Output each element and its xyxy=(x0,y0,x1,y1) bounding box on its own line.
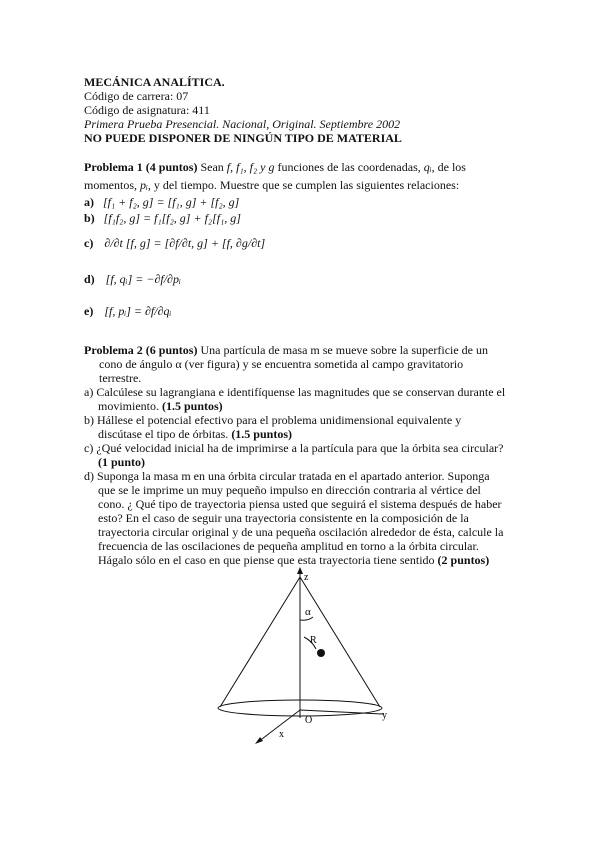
problem2-intro-line1: Una partícula de masa m se mueve sobre la superficie de un xyxy=(200,343,489,357)
exam-info: Primera Prueba Presencial. Nacional, Original. Septiembre 2002 xyxy=(84,117,401,131)
question-d-line5: trayectoria circular original y de una pequeña oscilación alrededor de ésta, calcule la xyxy=(98,525,504,539)
question-a-points: (1.5 puntos) xyxy=(162,399,223,413)
question-d-line7-text: Hágalo sólo en el caso en que piense que esta trayectoria tiene sentido xyxy=(98,553,435,567)
x-axis-arrow xyxy=(255,737,263,744)
item-c xyxy=(84,236,265,251)
question-d-label: d) xyxy=(84,469,94,483)
cone-figure xyxy=(200,565,420,755)
problem1-p: pᵢ xyxy=(140,178,148,192)
question-d-line1: Suponga la masa m en una órbita circular tratada en el apartado anterior. Suponga xyxy=(97,469,490,483)
z-label: z xyxy=(304,572,309,583)
item-b-expr: [f₁f₂, g] = f₁[f₂, g] + f₂[f₁, g] xyxy=(103,211,241,225)
problem1-intro-c: , de los xyxy=(431,160,466,174)
question-b-line1: Hállese el potencial efectivo para el problema unidimensional equivalente y xyxy=(97,413,462,427)
item-d-expr: [f, qᵢ] = −∂f/∂pᵢ xyxy=(105,272,181,286)
question-a-line2 xyxy=(98,399,223,413)
problem1-line2-b: , y del tiempo. Muestre que se cumplen las siguientes relaciones: xyxy=(147,178,460,192)
question-b-points: (1.5 puntos) xyxy=(231,427,292,441)
alpha-label: α xyxy=(305,606,311,618)
question-c-points: (1 punto) xyxy=(98,455,146,469)
question-a-line1: Calcúlese su lagrangiana e identifíquense las magnitudes que se conservan durante el xyxy=(96,385,506,399)
question-a-label: a) xyxy=(84,385,94,399)
item-d-label: d) xyxy=(84,272,95,286)
origin-label: O xyxy=(305,715,313,726)
problem1-line2 xyxy=(84,178,459,192)
problem1-intro xyxy=(84,160,466,174)
x-label: x xyxy=(279,729,284,740)
material-warning: NO PUEDE DISPONER DE NINGÚN TIPO DE MATERIAL xyxy=(84,131,402,145)
subject-code: Código de asignatura: 411 xyxy=(84,103,210,117)
problem2-intro-line2: cono de ángulo α (ver figura) y se encuentra sometida al campo gravitatorio xyxy=(99,357,464,371)
problem2-intro-line3: terrestre. xyxy=(99,371,142,385)
problem1-intro-a: Sean xyxy=(200,160,224,174)
item-b-label: b) xyxy=(84,211,95,225)
particle-mass xyxy=(317,649,325,657)
career-code: Código de carrera: 07 xyxy=(84,89,189,103)
question-c-line1: ¿Qué velocidad inicial ha de imprimirse a la partícula para que la órbita sea circular? xyxy=(96,441,504,455)
z-axis-arrow xyxy=(297,567,303,574)
item-d xyxy=(84,272,181,287)
problem2-title: Problema 2 (6 puntos) xyxy=(84,343,198,357)
r-label: R xyxy=(310,635,317,646)
problem1-intro-b: funciones de las coordenadas, xyxy=(277,160,421,174)
question-b-line2-text: discútase el tipo de órbitas. xyxy=(98,427,229,441)
item-a-label: a) xyxy=(84,195,94,209)
question-a xyxy=(84,385,505,399)
question-d-points: (2 puntos) xyxy=(437,553,490,567)
course-title: MECÁNICA ANALÍTICA. xyxy=(84,75,225,89)
question-c xyxy=(84,441,503,455)
item-e xyxy=(84,304,171,319)
problem1-q: qᵢ xyxy=(423,160,432,174)
question-d xyxy=(84,469,490,483)
item-e-expr: [f, pᵢ] = ∂f/∂qᵢ xyxy=(104,304,172,318)
problem2-intro xyxy=(84,343,488,357)
question-c-label: c) xyxy=(84,441,94,455)
y-label: y xyxy=(382,710,387,721)
item-b xyxy=(84,211,241,226)
question-b xyxy=(84,413,461,427)
item-a xyxy=(84,195,239,210)
item-c-label: c) xyxy=(84,236,94,250)
problem1-line2-a: momentos, xyxy=(84,178,137,192)
question-d-line6: frecuencia de las oscilaciones de pequeña amplitud en torno a la órbita circular. xyxy=(98,539,479,553)
question-b-line2 xyxy=(98,427,292,441)
problem1-functions: f, f₁, f₂ y g xyxy=(226,160,275,174)
question-d-line3: cono. ¿ Qué tipo de trayectoria piensa usted que seguirá el sistema después de haber xyxy=(98,497,502,511)
problem1-title: Problema 1 (4 puntos) xyxy=(84,160,198,174)
question-b-label: b) xyxy=(84,413,94,427)
question-d-line2: que se le imprime un muy pequeño impulso en dirección contraria al vértice del xyxy=(98,483,481,497)
question-d-line4: esto? En el caso de seguir una trayectoria consistente en la composición de la xyxy=(98,511,469,525)
cone-left-side xyxy=(220,577,300,707)
item-c-expr: ∂/∂t [f, g] = [∂f/∂t, g] + [f, ∂g/∂t] xyxy=(104,236,266,250)
question-a-line2-text: movimiento. xyxy=(98,399,159,413)
item-e-label: e) xyxy=(84,304,94,318)
item-a-expr: [f₁ + f₂, g] = [f₁, g] + [f₂, g] xyxy=(103,195,240,209)
